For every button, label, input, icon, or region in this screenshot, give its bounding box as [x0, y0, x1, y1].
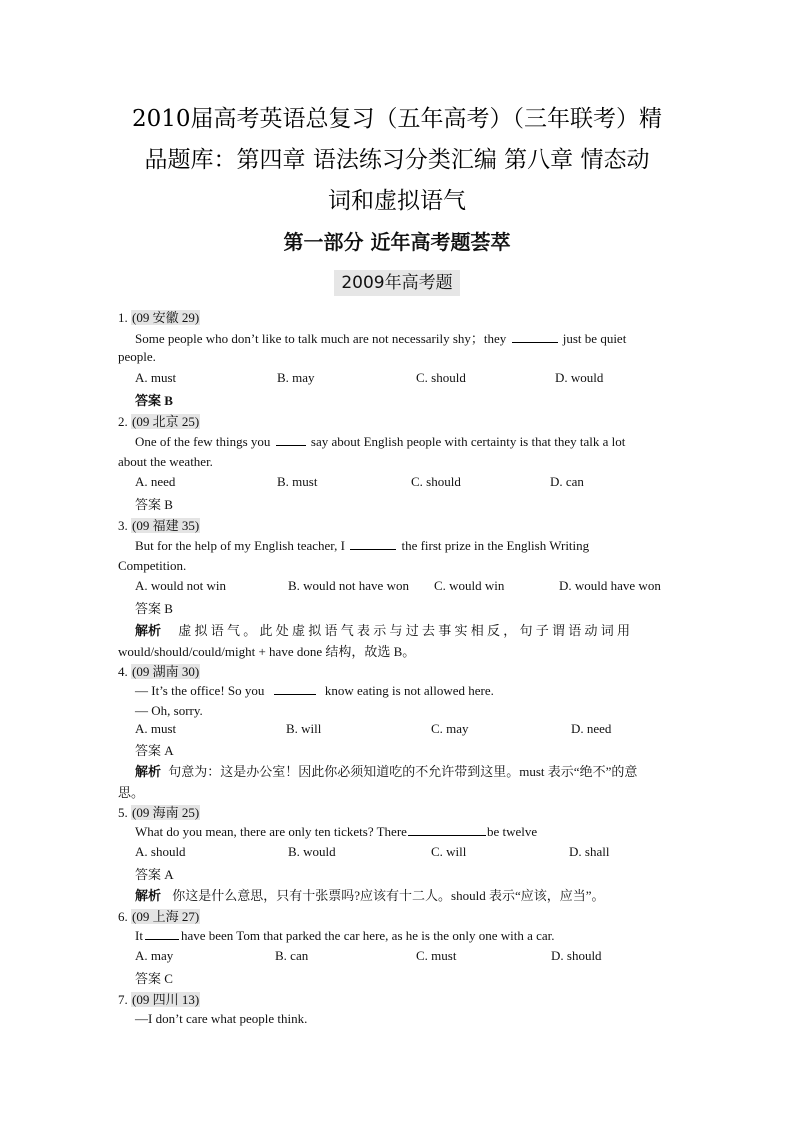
option-c: C. may	[431, 721, 469, 736]
option-c: C. should	[416, 370, 466, 385]
stem-text: know eating is not allowed here.	[324, 683, 494, 698]
option-b: B. will	[286, 721, 322, 736]
stem-continuation: about the weather.	[118, 454, 213, 469]
answer	[135, 494, 173, 513]
answer-blank	[276, 433, 306, 446]
stem-continuation: people.	[118, 349, 156, 364]
answer-blank	[512, 330, 558, 343]
question-stem	[135, 682, 494, 699]
option-b: B. must	[277, 474, 318, 489]
document-title-line-2: 品题库：第四章 语法练习分类汇编 第八章 情态动	[144, 147, 650, 173]
answer-blank	[408, 823, 486, 836]
question-stem	[135, 537, 589, 554]
stem-text: be twelve	[486, 824, 538, 839]
answer	[135, 864, 174, 883]
answer-value: B	[164, 497, 173, 512]
option-d: D. can	[550, 474, 584, 489]
analysis-continuation: 思。	[118, 785, 145, 800]
subsection-heading: 2009年高考题	[334, 270, 460, 296]
question-source: (09 上海 27)	[132, 909, 200, 924]
question-source: (09 湖南 30)	[132, 664, 200, 679]
stem-text: Some people who don’t like to talk much are not necessarily shy；they	[135, 331, 507, 346]
answer	[135, 598, 173, 617]
question-stem	[135, 823, 537, 840]
option-b: B. would	[288, 844, 336, 859]
stem-text: just be quiet	[562, 331, 627, 346]
question-header	[118, 515, 200, 534]
answer	[135, 968, 173, 987]
question-source: (09 四川 13)	[132, 992, 200, 1007]
option-a: A. must	[135, 370, 177, 385]
analysis-text: 句意为：这是办公室！因此你必须知道吃的不允许带到这里。must 表示“绝不”的意	[168, 764, 638, 779]
option-b: B. would not have won	[288, 578, 409, 593]
analysis	[135, 620, 630, 639]
question-source: (09 安徽 29)	[132, 310, 200, 325]
analysis-label: 解析	[135, 623, 162, 638]
answer-blank	[145, 927, 179, 940]
analysis-text: 虚 拟 语 气 。 此 处 虚 拟 语 气 表 示 与 过 去 事 实 相 反 ， 句 子 谓 语 动 词 用	[178, 623, 631, 638]
answer-label: 答案	[135, 497, 162, 512]
answer-label: 答案	[135, 601, 162, 616]
answer-value: C	[164, 971, 173, 986]
stem-text: say about English people with certainty is that they talk a lot	[310, 434, 626, 449]
answer-value: A	[164, 743, 174, 758]
question-number: 2.	[118, 414, 128, 429]
analysis-continuation: would/should/could/might + have done 结构，故选 B。	[118, 644, 416, 659]
question-header	[118, 802, 200, 821]
question-header	[118, 989, 200, 1008]
answer-label: 答案	[135, 971, 162, 986]
question-stem	[135, 328, 626, 347]
question-source: (09 福建 35)	[132, 518, 200, 533]
option-c: C. should	[411, 474, 461, 489]
document-title-line-3: 词和虚拟语气	[328, 188, 466, 214]
question-header	[118, 411, 200, 430]
option-a: A. need	[135, 474, 176, 489]
stem-text: But for the help of my English teacher, I	[135, 538, 345, 553]
question-header	[118, 906, 200, 925]
stem-text: It	[135, 928, 143, 943]
question-number: 7.	[118, 992, 128, 1007]
analysis	[135, 761, 637, 780]
question-stem	[135, 927, 555, 944]
answer-value: A	[164, 867, 174, 882]
option-d: D. would	[555, 370, 604, 385]
answer	[135, 390, 173, 409]
stem-text: What do you mean, there are only ten tickets? There	[135, 824, 407, 839]
question-number: 4.	[118, 664, 128, 679]
option-b: B. can	[275, 948, 309, 963]
question-source: (09 海南 25)	[132, 805, 200, 820]
answer-label: 答案	[135, 393, 162, 408]
question-stem	[135, 433, 625, 450]
question-number: 5.	[118, 805, 128, 820]
option-c: C. will	[431, 844, 467, 859]
option-b: B. may	[277, 370, 315, 385]
question-source: (09 北京 25)	[132, 414, 200, 429]
option-a: A. may	[135, 948, 174, 963]
option-a: A. should	[135, 844, 186, 859]
stem-text: — It’s the office! So you	[135, 683, 265, 698]
answer-blank	[274, 682, 316, 695]
option-d: D. shall	[569, 844, 610, 859]
question-header	[118, 661, 200, 680]
option-c: C. would win	[434, 578, 505, 593]
question-stem: —I don’t care what people think.	[135, 1011, 308, 1026]
stem-text: the first prize in the English Writing	[401, 538, 590, 553]
option-d: D. need	[571, 721, 612, 736]
option-a: A. would not win	[135, 578, 226, 593]
answer-label: 答案	[135, 867, 162, 882]
document-title-line-1: 2010届高考英语总复习（五年高考）（三年联考）精	[131, 106, 663, 132]
answer-blank	[350, 537, 396, 550]
answer-label: 答案	[135, 743, 162, 758]
analysis-text: 你这是什么意思，只有十张票吗?应该有十二人。should 表示“应该，应当”。	[172, 888, 605, 903]
question-number: 3.	[118, 518, 128, 533]
question-header	[118, 307, 200, 326]
stem-text: have been Tom that parked the car here, as he is the only one with a car.	[180, 928, 555, 943]
analysis-label: 解析	[135, 888, 162, 903]
answer	[135, 740, 174, 759]
option-d: D. should	[551, 948, 602, 963]
option-c: C. must	[416, 948, 457, 963]
answer-value: B	[164, 393, 173, 408]
section-heading: 第一部分 近年高考题荟萃	[283, 230, 511, 254]
answer-value: B	[164, 601, 173, 616]
analysis	[135, 885, 605, 904]
stem-reply: — Oh, sorry.	[135, 703, 203, 718]
option-a: A. must	[135, 721, 177, 736]
stem-continuation: Competition.	[118, 558, 187, 573]
stem-text: One of the few things you	[135, 434, 271, 449]
question-number: 6.	[118, 909, 128, 924]
option-d: D. would have won	[559, 578, 661, 593]
question-number: 1.	[118, 310, 128, 325]
analysis-label: 解析	[135, 764, 162, 779]
